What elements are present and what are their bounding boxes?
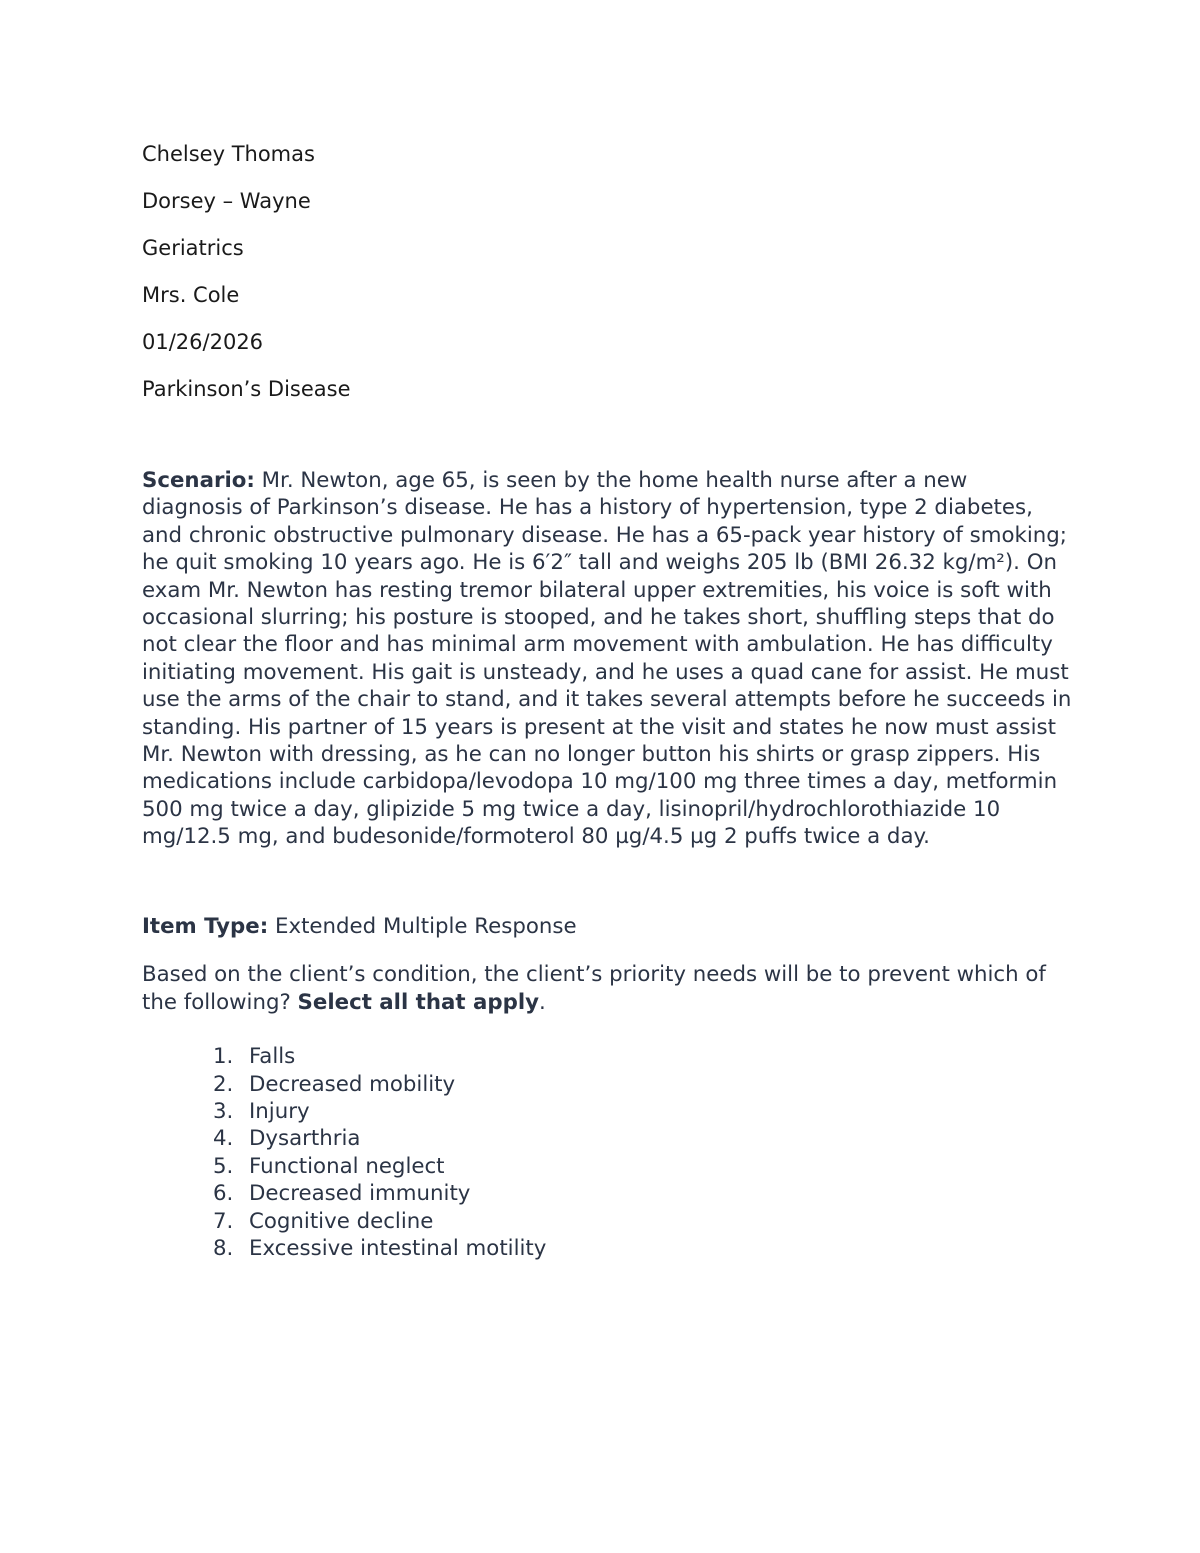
list-item xyxy=(142,1153,1072,1180)
list-item xyxy=(142,1180,1072,1207)
list-item xyxy=(142,1043,1072,1070)
option-label: Dysarthria xyxy=(249,1126,361,1152)
item-type-line xyxy=(142,913,1072,940)
student-name: Chelsey Thomas xyxy=(142,142,315,166)
document-page xyxy=(142,140,1072,1262)
option-label: Excessive intestinal motility xyxy=(249,1236,547,1262)
item-type-label: Item Type: xyxy=(142,913,269,939)
scenario-label: Scenario: xyxy=(142,468,255,493)
option-label: Functional neglect xyxy=(249,1153,445,1179)
item-type-value: Extended Multiple Response xyxy=(268,913,577,939)
question-text xyxy=(142,961,1072,1016)
document-topic: Parkinson’s Disease xyxy=(142,377,351,401)
instructor-name: Mrs. Cole xyxy=(142,283,240,307)
option-number: 6. xyxy=(213,1181,234,1207)
question-emphasis: Select all that apply xyxy=(297,989,540,1015)
question-end: . xyxy=(539,989,546,1015)
option-number: 5. xyxy=(213,1153,234,1179)
option-number: 1. xyxy=(213,1044,234,1070)
header-block xyxy=(142,140,1072,403)
option-number: 4. xyxy=(213,1126,234,1152)
option-label: Falls xyxy=(249,1044,296,1070)
list-item xyxy=(142,1125,1072,1152)
option-label: Decreased immunity xyxy=(249,1181,471,1207)
option-label: Cognitive decline xyxy=(249,1208,434,1234)
document-date: 01/26/2026 xyxy=(142,330,264,354)
course-name: Geriatrics xyxy=(142,236,244,260)
option-label: Decreased mobility xyxy=(249,1071,456,1097)
option-number: 3. xyxy=(213,1099,234,1125)
option-number: 2. xyxy=(213,1071,234,1097)
answer-options-list xyxy=(142,1043,1072,1262)
option-number: 7. xyxy=(213,1208,234,1234)
school-name: Dorsey – Wayne xyxy=(142,189,311,213)
option-label: Injury xyxy=(249,1099,310,1125)
question-body: Based on the client’s condition, the client’s priority needs will be to prevent which of the following? xyxy=(142,962,1046,1015)
option-number: 8. xyxy=(213,1236,234,1262)
list-item xyxy=(142,1208,1072,1235)
scenario-text: Mr. Newton, age 65, is seen by the home health nurse after a new diagnosis of Parkinson’s disease. He has a history of hypertension, type 2 diabetes, and chronic obstructive pulmonary disease. He has a 65-pack year history of smoking; he quit smoking 10 years ago. He is 6′2″ tall and weighs 205 lb (BMI 26.32 kg/m²). On exam Mr. Newton has resting tremor bilateral upper extremities, his voice is soft with occasional slurring; his posture is stooped, and he takes short, shuffling steps that do not clear the floor and has minimal arm movement with ambulation. He has difficulty initiating movement. His gait is unsteady, and he uses a quad cane for assist. He must use the arms of the chair to stand, and it takes several attempts before he succeeds in standing. His partner of 15 years is present at the visit and states he now must assist Mr. Newton with dressing, as he can no longer button his shirts or grasp zippers. His medications include carbidopa/levodopa 10 mg/100 mg three times a day, metformin 500 mg twice a day, glipizide 5 mg twice a day, lisinopril/hydrochlorothiazide 10 mg/12.5 mg, and budesonide/formoterol 80 µg/4.5 µg 2 puffs twice a day. xyxy=(142,468,1072,850)
list-item xyxy=(142,1235,1072,1262)
list-item xyxy=(142,1071,1072,1098)
list-item xyxy=(142,1098,1072,1125)
scenario-paragraph xyxy=(142,467,1072,851)
